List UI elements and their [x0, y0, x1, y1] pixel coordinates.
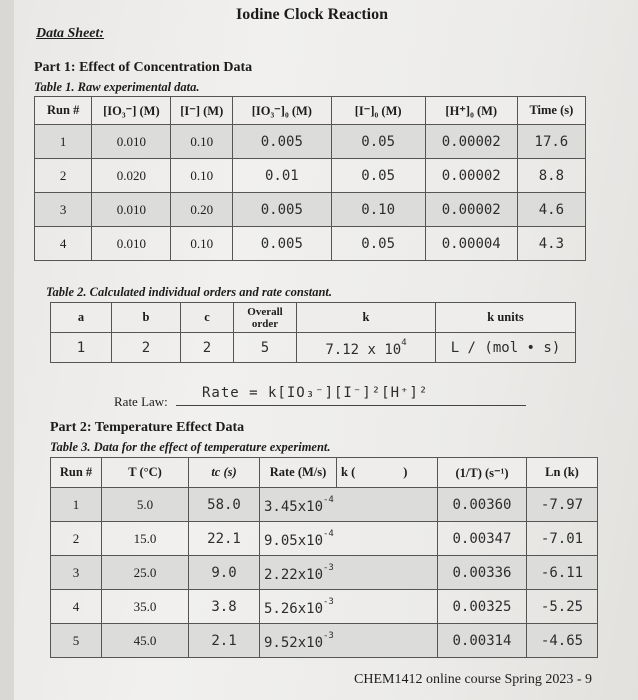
handwritten-cell: 2: [112, 333, 181, 363]
table-cell: 2: [35, 159, 92, 193]
handwritten-cell: -4.65: [527, 624, 598, 658]
table-row: [51, 522, 598, 556]
handwritten-cell: 0.00314: [438, 624, 527, 658]
table3-header: T (°C): [102, 458, 189, 488]
table3-header: tc (s): [189, 458, 260, 488]
table-cell: 0.010: [92, 193, 171, 227]
handwritten-cell: 5: [234, 333, 297, 363]
table-row: [51, 488, 598, 522]
handwritten-cell: 0.05: [331, 159, 425, 193]
worksheet-page: [14, 0, 638, 700]
handwritten-cell: 17.6: [517, 125, 585, 159]
table3-header: Run #: [51, 458, 102, 488]
table-cell: 45.0: [102, 624, 189, 658]
table3-caption: Table 3. Data for the effect of temperature experiment.: [50, 440, 331, 454]
table1: [34, 96, 586, 261]
table2-header: c: [181, 303, 234, 333]
table-cell: 0.010: [92, 125, 171, 159]
handwritten-cell: 1: [51, 333, 112, 363]
page-footer: CHEM1412 online course Spring 2023 - 9: [354, 672, 592, 687]
table3-header: Ln (k): [527, 458, 598, 488]
handwritten-cell: 0.00347: [438, 522, 527, 556]
rate-law-value: Rate = k[IO₃⁻][I⁻]²[H⁺]²: [202, 385, 429, 401]
part1-title: Part 1: Effect of Concentration Data: [34, 60, 253, 75]
handwritten-cell: 9.0: [189, 556, 260, 590]
handwritten-cell: 0.00002: [425, 125, 517, 159]
handwritten-cell: -7.97: [527, 488, 598, 522]
table-cell: 0.10: [171, 227, 233, 261]
handwritten-cell: 0.05: [331, 227, 425, 261]
rate-constant-cell: [297, 333, 436, 363]
handwritten-cell: 0.10: [331, 193, 425, 227]
rate-law-label: Rate Law:: [114, 394, 168, 409]
table1-header: [H⁺]₀ (M): [425, 97, 517, 125]
table-cell: 3: [35, 193, 92, 227]
table-row: [51, 590, 598, 624]
table2-header: Overall order: [234, 303, 297, 333]
table-cell: 15.0: [102, 522, 189, 556]
handwritten-cell: -5.25: [527, 590, 598, 624]
table1-header: [I⁻]₀ (M): [331, 97, 425, 125]
table1-caption: Table 1. Raw experimental data.: [34, 80, 200, 94]
table-cell: 4: [51, 590, 102, 624]
data-sheet-label: Data Sheet:: [36, 26, 105, 41]
rate-law-line: [176, 405, 526, 406]
table2-header: k units: [436, 303, 576, 333]
table-cell: 0.10: [171, 125, 233, 159]
table-cell: 25.0: [102, 556, 189, 590]
table3: [50, 457, 598, 658]
table-cell: 0.20: [171, 193, 233, 227]
table3-header-row: [51, 458, 598, 488]
handwritten-cell: -6.11: [527, 556, 598, 590]
handwritten-cell: 22.1: [189, 522, 260, 556]
handwritten-cell: 4.6: [517, 193, 585, 227]
rate-cell: $9.05x10^{-4}$: [260, 522, 438, 556]
rate-cell: $3.45x10^{-4}$: [260, 488, 438, 522]
table3-header: (1/T) (s⁻¹): [438, 458, 527, 488]
handwritten-cell: 2: [181, 333, 234, 363]
table1-header: [IO₃⁻] (M): [92, 97, 171, 125]
table-cell: 1: [35, 125, 92, 159]
k-units-cell: L / (mol • s): [436, 333, 576, 363]
table2: [50, 302, 576, 363]
table1-header: [I⁻] (M): [171, 97, 233, 125]
handwritten-cell: 0.05: [331, 125, 425, 159]
handwritten-cell: 0.00002: [425, 193, 517, 227]
table-cell: 1: [51, 488, 102, 522]
table2-caption: Table 2. Calculated individual orders and rate constant.: [46, 285, 333, 299]
handwritten-cell: 0.00360: [438, 488, 527, 522]
handwritten-cell: 0.00004: [425, 227, 517, 261]
rate-cell: $5.26x10^{-3}$: [260, 590, 438, 624]
table2-header-row: [51, 303, 576, 333]
handwritten-cell: 0.00002: [425, 159, 517, 193]
handwritten-cell: 3.8: [189, 590, 260, 624]
table3-k-header: [337, 458, 438, 488]
handwritten-cell: 8.8: [517, 159, 585, 193]
handwritten-cell: 0.00325: [438, 590, 527, 624]
table1-header: Run #: [35, 97, 92, 125]
table-cell: 5.0: [102, 488, 189, 522]
k-exponent: 4: [401, 337, 407, 348]
handwritten-cell: 0.005: [233, 193, 332, 227]
table1-header: [IO₃⁻]₀ (M): [233, 97, 332, 125]
table-cell: 35.0: [102, 590, 189, 624]
table-cell: 5: [51, 624, 102, 658]
table-cell: 0.020: [92, 159, 171, 193]
table2-header: k: [297, 303, 436, 333]
handwritten-cell: 0.005: [233, 227, 332, 261]
table3-header: Rate (M/s): [260, 458, 337, 488]
handwritten-cell: 2.1: [189, 624, 260, 658]
table1-header-row: [35, 97, 586, 125]
table-row: [51, 624, 598, 658]
part2-title: Part 2: Temperature Effect Data: [50, 420, 245, 435]
table-row: [35, 227, 586, 261]
table3-header: ): [403, 465, 408, 479]
table-cell: 0.010: [92, 227, 171, 261]
table-row: [51, 333, 576, 363]
rate-cell: $2.22x10^{-3}$: [260, 556, 438, 590]
table-row: [35, 193, 586, 227]
handwritten-cell: 0.00336: [438, 556, 527, 590]
handwritten-cell: 58.0: [189, 488, 260, 522]
table2-header: a: [51, 303, 112, 333]
table1-header: Time (s): [517, 97, 585, 125]
k-mantissa: 7.12 x 10: [325, 341, 402, 358]
table-cell: 4: [35, 227, 92, 261]
table2-header: b: [112, 303, 181, 333]
table-cell: 2: [51, 522, 102, 556]
table-row: [35, 125, 586, 159]
handwritten-cell: 4.3: [517, 227, 585, 261]
table-row: [35, 159, 586, 193]
table-cell: 3: [51, 556, 102, 590]
handwritten-cell: 0.005: [233, 125, 332, 159]
table-cell: 0.10: [171, 159, 233, 193]
page-title: Iodine Clock Reaction: [236, 6, 388, 23]
table-row: [51, 556, 598, 590]
handwritten-cell: -7.01: [527, 522, 598, 556]
table3-header: k (: [341, 465, 356, 479]
handwritten-cell: 0.01: [233, 159, 332, 193]
rate-cell: $9.52x10^{-3}$: [260, 624, 438, 658]
